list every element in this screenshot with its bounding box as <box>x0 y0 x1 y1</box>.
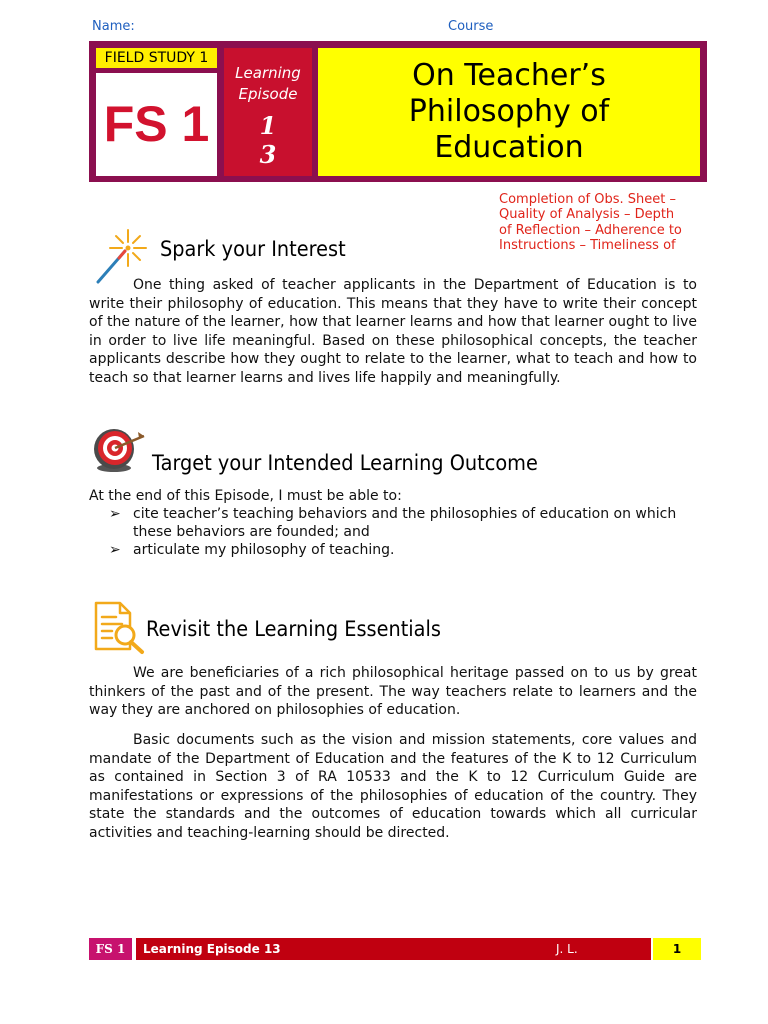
title-line-2: Philosophy of <box>408 94 610 129</box>
course-label: Course <box>448 19 494 34</box>
episode-label-line1: Learning <box>235 64 301 82</box>
outcome-2: articulate my philosophy of teaching. <box>133 542 395 558</box>
episode-number-1: 1 <box>259 111 277 140</box>
spark-body: One thing asked of teacher applicants in the Department of Education is to write their philosophy of education. This means that they have to write their concept of the nature of the learner, how that learner learns and how that learner ought to live in order to live life meaningful. Based on these philosophical concepts, the teacher applicants describe how they ought to relate to the learner, what to teach and how to teach so that learner learns and lives life happily and meaningfully. <box>89 277 697 386</box>
footer-episode-label: Learning Episode 13 <box>143 942 281 956</box>
page-footer <box>89 938 701 960</box>
footer-fs-label: FS 1 <box>89 938 132 960</box>
title-line-1: On Teacher’s <box>412 58 606 93</box>
episode-title-box <box>318 48 700 176</box>
spark-title: Spark your Interest <box>160 237 346 261</box>
outcomes-list <box>89 505 717 559</box>
field-study-tag <box>96 48 217 68</box>
rubric-note: Completion of Obs. Sheet – Quality of Analysis – Depth of Reflection – Adherence to Instructions – Timeliness of <box>499 192 682 253</box>
footer-episode-bar <box>136 938 651 960</box>
fs-logo-box <box>96 73 217 176</box>
revisit-para-2: Basic documents such as the vision and mission statements, core values and mandate of the Department of Education and the features of the K to 12 Curriculum as contained in Section 3 of RA 10533 and the K to 12 Curriculum Guide are manifestations or expressions of the philosophies of education of the country. They state the standards and the outcomes of education towards which all curricular activities and teaching-learning should be directed. <box>89 732 697 841</box>
target-icon <box>92 424 148 474</box>
bullet-arrow-icon: ➢ <box>109 506 121 522</box>
name-label: Name: <box>92 19 135 34</box>
episode-box <box>224 48 312 176</box>
list-item <box>89 505 717 541</box>
field-study-label: FIELD STUDY 1 <box>104 50 209 66</box>
episode-label-line2: Episode <box>238 85 298 103</box>
target-title: Target your Intended Learning Outcome <box>152 451 538 475</box>
bullet-arrow-icon: ➢ <box>109 542 121 558</box>
title-line-3: Education <box>434 130 584 165</box>
revisit-title: Revisit the Learning Essentials <box>146 617 441 641</box>
target-intro: At the end of this Episode, I must be able to: <box>89 488 402 504</box>
page-number: 1 <box>653 938 701 960</box>
revisit-para-1: We are beneficiaries of a rich philosophical heritage passed on to us by great thinkers of the past and of the present. The way teachers relate to learners and the way they are anchored on philosophies of education. <box>89 665 697 719</box>
outcome-1: cite teacher’s teaching behaviors and the philosophies of education on which these behaviors are founded; and <box>133 506 677 540</box>
list-item <box>89 541 717 559</box>
episode-title <box>409 58 609 166</box>
footer-author: J. L. <box>556 942 578 956</box>
fs-logo-text: FS 1 <box>103 96 210 152</box>
document-search-icon <box>92 599 146 655</box>
episode-number-2: 3 <box>259 140 277 169</box>
